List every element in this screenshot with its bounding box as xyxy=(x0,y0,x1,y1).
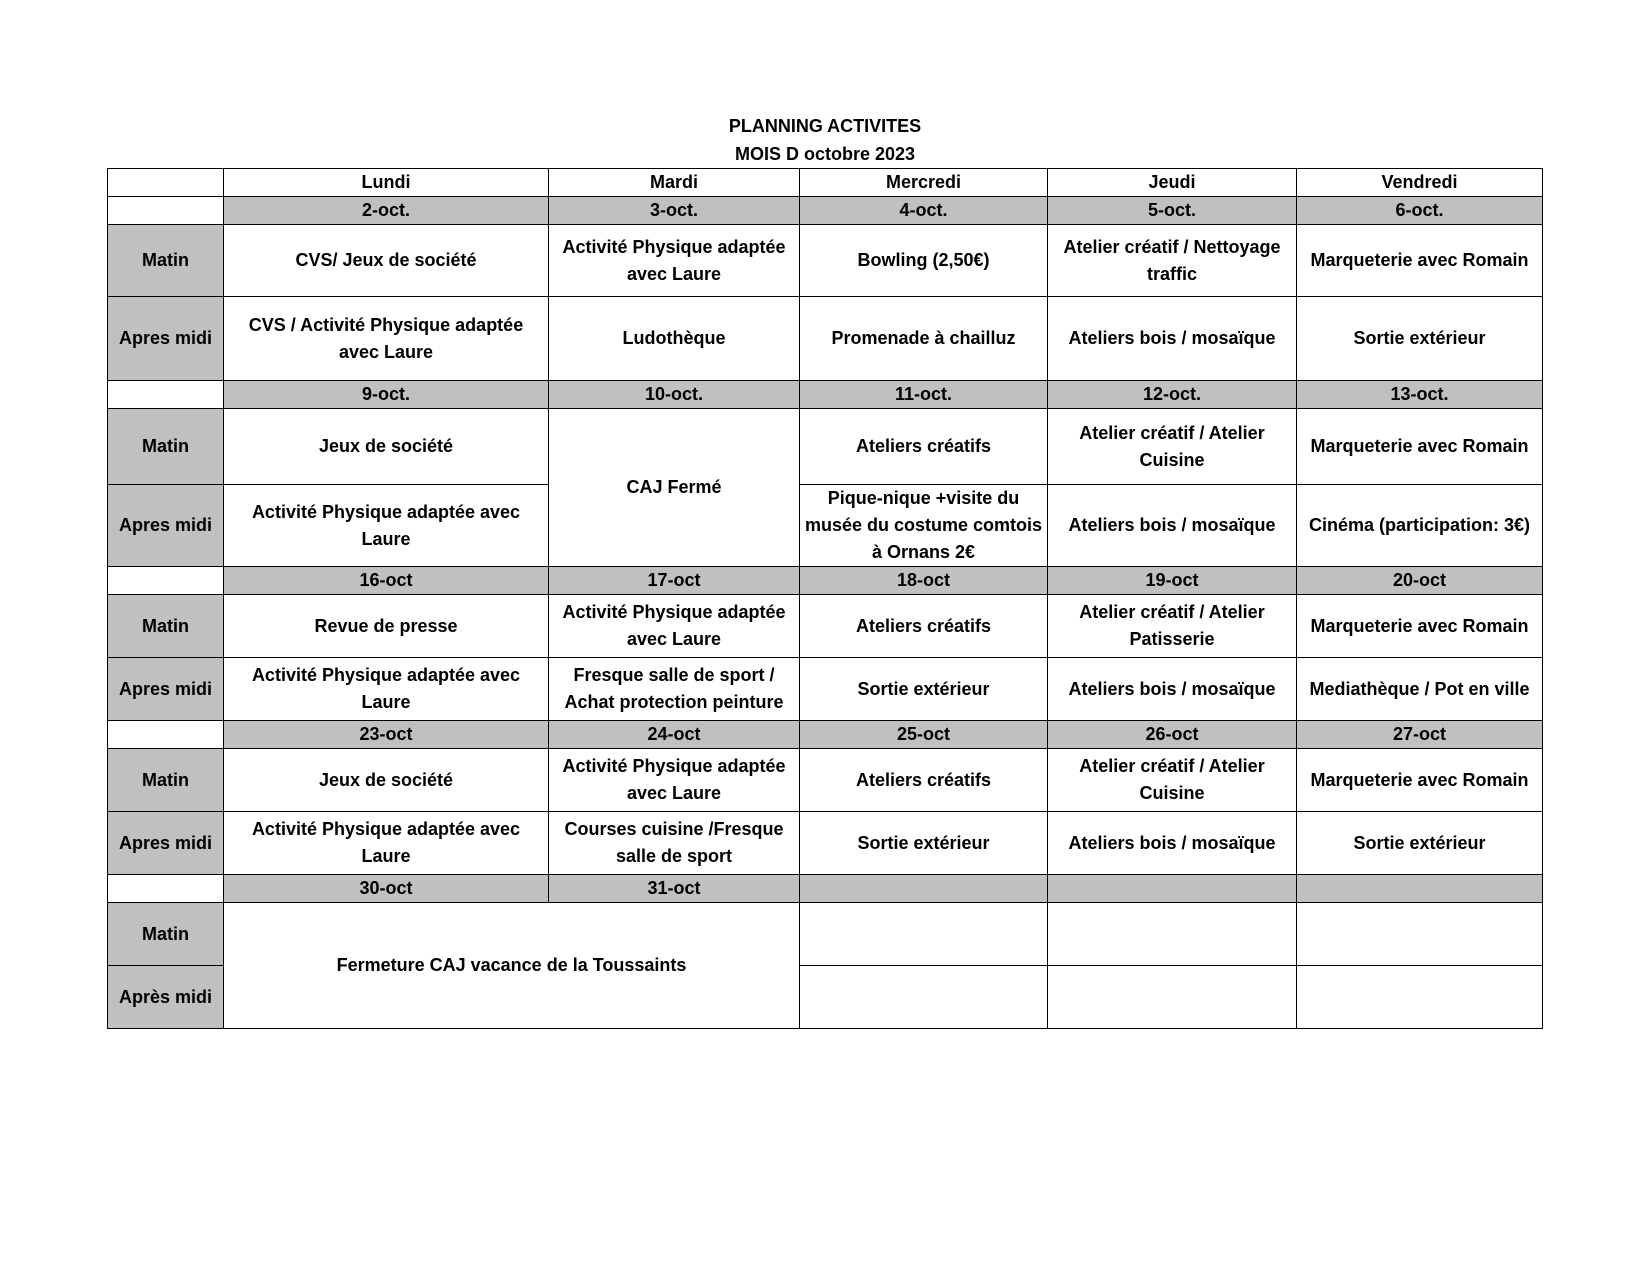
apres-midi-row xyxy=(108,658,1543,721)
activity-cell: Sortie extérieur xyxy=(800,812,1048,875)
activity-cell: Courses cuisine /Fresque salle de sport xyxy=(549,812,800,875)
empty-cell xyxy=(1297,966,1543,1029)
activity-cell: Mediathèque / Pot en ville xyxy=(1297,658,1543,721)
activity-cell: Marqueterie avec Romain xyxy=(1297,595,1543,658)
date-row xyxy=(108,381,1543,409)
date-cell: 18-oct xyxy=(800,567,1048,595)
closure-cell: Fermeture CAJ vacance de la Toussaints xyxy=(224,903,800,1029)
apres-midi-row xyxy=(108,297,1543,381)
activity-cell: Activité Physique adaptée avec Laure xyxy=(224,485,549,567)
date-row-spacer xyxy=(108,721,224,749)
date-cell: 4-oct. xyxy=(800,197,1048,225)
date-cell: 16-oct xyxy=(224,567,549,595)
date-cell: 20-oct xyxy=(1297,567,1543,595)
activity-cell: Activité Physique adaptée avec Laure xyxy=(549,749,800,812)
slot-label-apres-midi: Après midi xyxy=(108,966,224,1029)
date-cell: 12-oct. xyxy=(1048,381,1297,409)
day-lundi: Lundi xyxy=(224,169,549,197)
date-cell: 27-oct xyxy=(1297,721,1543,749)
activity-cell: Jeux de société xyxy=(224,749,549,812)
date-row xyxy=(108,875,1543,903)
slot-label-matin: Matin xyxy=(108,595,224,658)
empty-cell xyxy=(1048,966,1297,1029)
date-cell: 9-oct. xyxy=(224,381,549,409)
date-row xyxy=(108,197,1543,225)
date-cell: 19-oct xyxy=(1048,567,1297,595)
activity-cell: Marqueterie avec Romain xyxy=(1297,225,1543,297)
matin-row xyxy=(108,595,1543,658)
activity-cell: Activité Physique adaptée avec Laure xyxy=(224,812,549,875)
matin-row xyxy=(108,225,1543,297)
page-subtitle: MOIS D octobre 2023 xyxy=(734,144,916,164)
activity-cell: Activité Physique adaptée avec Laure xyxy=(549,595,800,658)
planning-table xyxy=(107,168,1543,1029)
day-mardi: Mardi xyxy=(549,169,800,197)
activity-cell: Marqueterie avec Romain xyxy=(1297,409,1543,485)
slot-label-apres-midi: Apres midi xyxy=(108,485,224,567)
slot-label-matin: Matin xyxy=(108,903,224,966)
activity-cell-closed: CAJ Fermé xyxy=(549,409,800,567)
date-cell: 23-oct xyxy=(224,721,549,749)
empty-cell xyxy=(800,966,1048,1029)
activity-cell: Marqueterie avec Romain xyxy=(1297,749,1543,812)
activity-cell: Atelier créatif / Nettoyage traffic xyxy=(1048,225,1297,297)
slot-label-apres-midi: Apres midi xyxy=(108,812,224,875)
date-cell: 11-oct. xyxy=(800,381,1048,409)
date-cell xyxy=(1048,875,1297,903)
apres-midi-row xyxy=(108,485,1543,567)
activity-cell: Ateliers créatifs xyxy=(800,409,1048,485)
slot-label-apres-midi: Apres midi xyxy=(108,658,224,721)
empty-cell xyxy=(1048,903,1297,966)
date-cell: 10-oct. xyxy=(549,381,800,409)
activity-cell: Pique-nique +visite du musée du costume comtois à Ornans 2€ xyxy=(800,485,1048,567)
date-row-spacer xyxy=(108,567,224,595)
date-cell: 2-oct. xyxy=(224,197,549,225)
date-row-spacer xyxy=(108,875,224,903)
day-mercredi: Mercredi xyxy=(800,169,1048,197)
slot-label-matin: Matin xyxy=(108,225,224,297)
slot-label-apres-midi: Apres midi xyxy=(108,297,224,381)
activity-cell: Sortie extérieur xyxy=(1297,297,1543,381)
date-row xyxy=(108,567,1543,595)
day-vendredi: Vendredi xyxy=(1297,169,1543,197)
activity-cell: CVS / Activité Physique adaptée avec Laure xyxy=(224,297,549,381)
date-cell: 25-oct xyxy=(800,721,1048,749)
date-row-spacer xyxy=(108,381,224,409)
activity-cell: CVS/ Jeux de société xyxy=(224,225,549,297)
page-title: PLANNING ACTIVITES xyxy=(728,116,922,136)
activity-cell: Atelier créatif / Atelier Cuisine xyxy=(1048,749,1297,812)
matin-row xyxy=(108,903,1543,966)
empty-cell xyxy=(1297,903,1543,966)
activity-cell: Ateliers bois / mosaïque xyxy=(1048,297,1297,381)
date-cell: 26-oct xyxy=(1048,721,1297,749)
date-cell xyxy=(1297,875,1543,903)
activity-cell: Ateliers bois / mosaïque xyxy=(1048,658,1297,721)
date-cell: 13-oct. xyxy=(1297,381,1543,409)
slot-label-matin: Matin xyxy=(108,409,224,485)
activity-cell: Sortie extérieur xyxy=(1297,812,1543,875)
activity-cell: Jeux de société xyxy=(224,409,549,485)
activity-cell: Atelier créatif / Atelier Cuisine xyxy=(1048,409,1297,485)
empty-cell xyxy=(800,903,1048,966)
matin-row xyxy=(108,749,1543,812)
activity-cell: Fresque salle de sport / Achat protection peinture xyxy=(549,658,800,721)
slot-label-matin: Matin xyxy=(108,749,224,812)
activity-cell: Revue de presse xyxy=(224,595,549,658)
date-row-spacer xyxy=(108,197,224,225)
date-row xyxy=(108,721,1543,749)
date-cell: 24-oct xyxy=(549,721,800,749)
date-cell: 30-oct xyxy=(224,875,549,903)
activity-cell: Cinéma (participation: 3€) xyxy=(1297,485,1543,567)
activity-cell: Sortie extérieur xyxy=(800,658,1048,721)
date-cell: 3-oct. xyxy=(549,197,800,225)
activity-cell: Activité Physique adaptée avec Laure xyxy=(549,225,800,297)
date-cell: 6-oct. xyxy=(1297,197,1543,225)
day-jeudi: Jeudi xyxy=(1048,169,1297,197)
corner-cell xyxy=(108,169,224,197)
date-cell: 5-oct. xyxy=(1048,197,1297,225)
activity-cell: Atelier créatif / Atelier Patisserie xyxy=(1048,595,1297,658)
activity-cell: Ludothèque xyxy=(549,297,800,381)
day-header-row xyxy=(108,169,1543,197)
activity-cell: Ateliers bois / mosaïque xyxy=(1048,812,1297,875)
activity-cell: Activité Physique adaptée avec Laure xyxy=(224,658,549,721)
activity-cell: Bowling (2,50€) xyxy=(800,225,1048,297)
activity-cell: Ateliers créatifs xyxy=(800,749,1048,812)
activity-cell: Ateliers créatifs xyxy=(800,595,1048,658)
apres-midi-row xyxy=(108,812,1543,875)
date-cell: 17-oct xyxy=(549,567,800,595)
activity-cell: Ateliers bois / mosaïque xyxy=(1048,485,1297,567)
date-cell: 31-oct xyxy=(549,875,800,903)
date-cell xyxy=(800,875,1048,903)
activity-cell: Promenade à chailluz xyxy=(800,297,1048,381)
matin-row xyxy=(108,409,1543,485)
